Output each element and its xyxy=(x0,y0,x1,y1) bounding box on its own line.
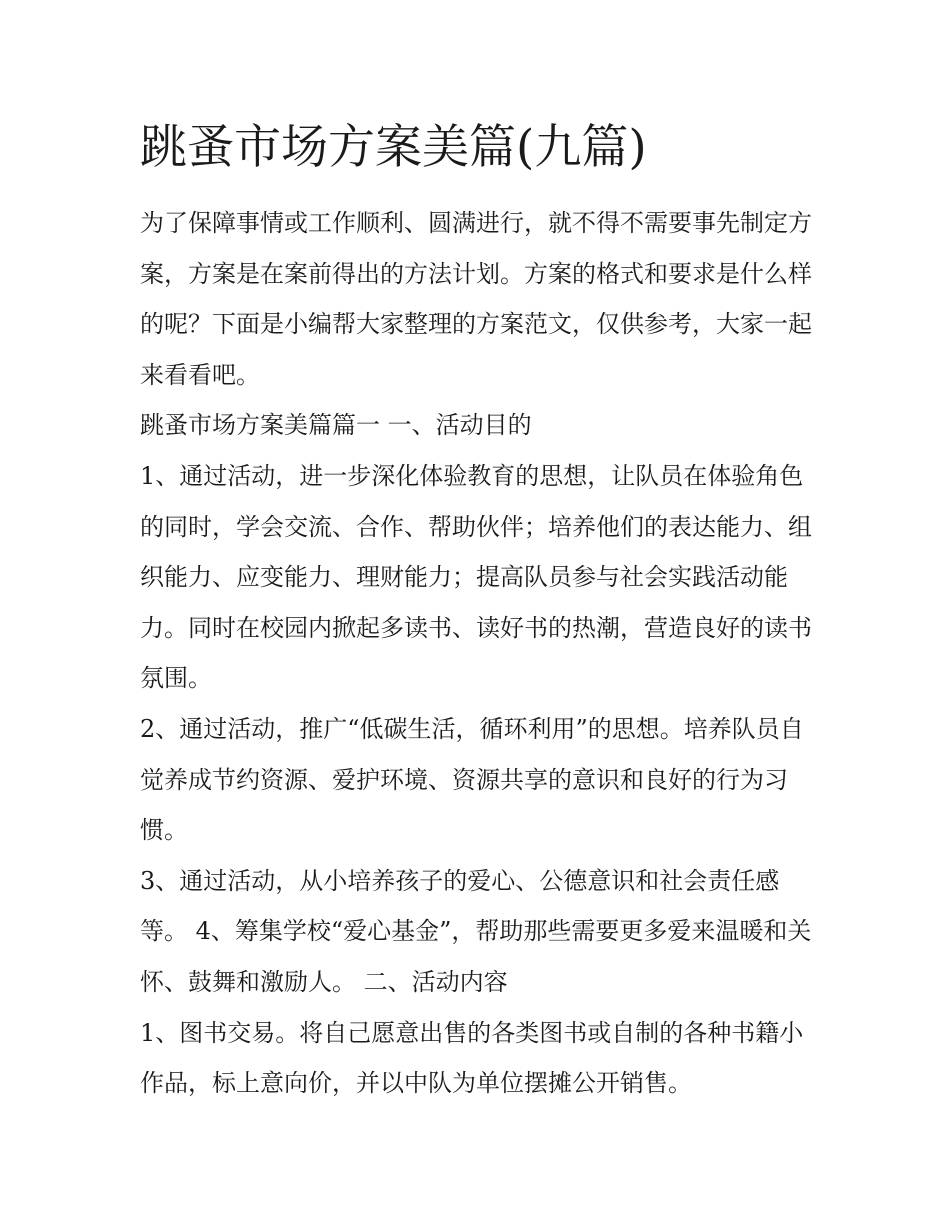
paragraph-section-heading: 跳蚤市场方案美篇篇一 一、活动目的 xyxy=(140,411,532,440)
paragraph-goal-2: 2、通过活动，推广“低碳生活，循环利用”的思想。培养队员自觉养成节约资源、爱护环境、资源共享的意识和良好的行为习惯。 xyxy=(140,714,804,845)
paragraph-intro: 为了保障事情或工作顺利、圆满进行，就不得不需要事先制定方案，方案是在案前得出的方法计划。方案的格式和要求是什么样的呢？下面是小编帮大家整理的方案范文，仅供参考，大家一起来看看吧。 xyxy=(140,209,812,389)
paragraph-goal-1: 1、通过活动，进一步深化体验教育的思想，让队员在体验角色的同时，学会交流、合作、帮助伙伴；培养他们的表达能力、组织能力、应变能力、理财能力；提高队员参与社会实践活动能力。同时在校园内掀起多读书、读好书的热潮，营造良好的读书氛围。 xyxy=(140,461,812,693)
paragraph-content-1: 1、图书交易。将自己愿意出售的各类图书或自制的各种书籍小作品，标上意向价，并以中队为单位摆摊公开销售。 xyxy=(140,1018,804,1098)
document-title: 跳蚤市场方案美篇(九篇) xyxy=(140,120,647,175)
paragraph-goal-3-4: 3、通过活动，从小培养孩子的爱心、公德意识和社会责任感等。 4、筹集学校“爱心基金”，帮助那些需要更多爱来温暖和关怀、鼓舞和激励人。 二、活动内容 xyxy=(140,866,812,996)
document-body xyxy=(140,198,820,1109)
